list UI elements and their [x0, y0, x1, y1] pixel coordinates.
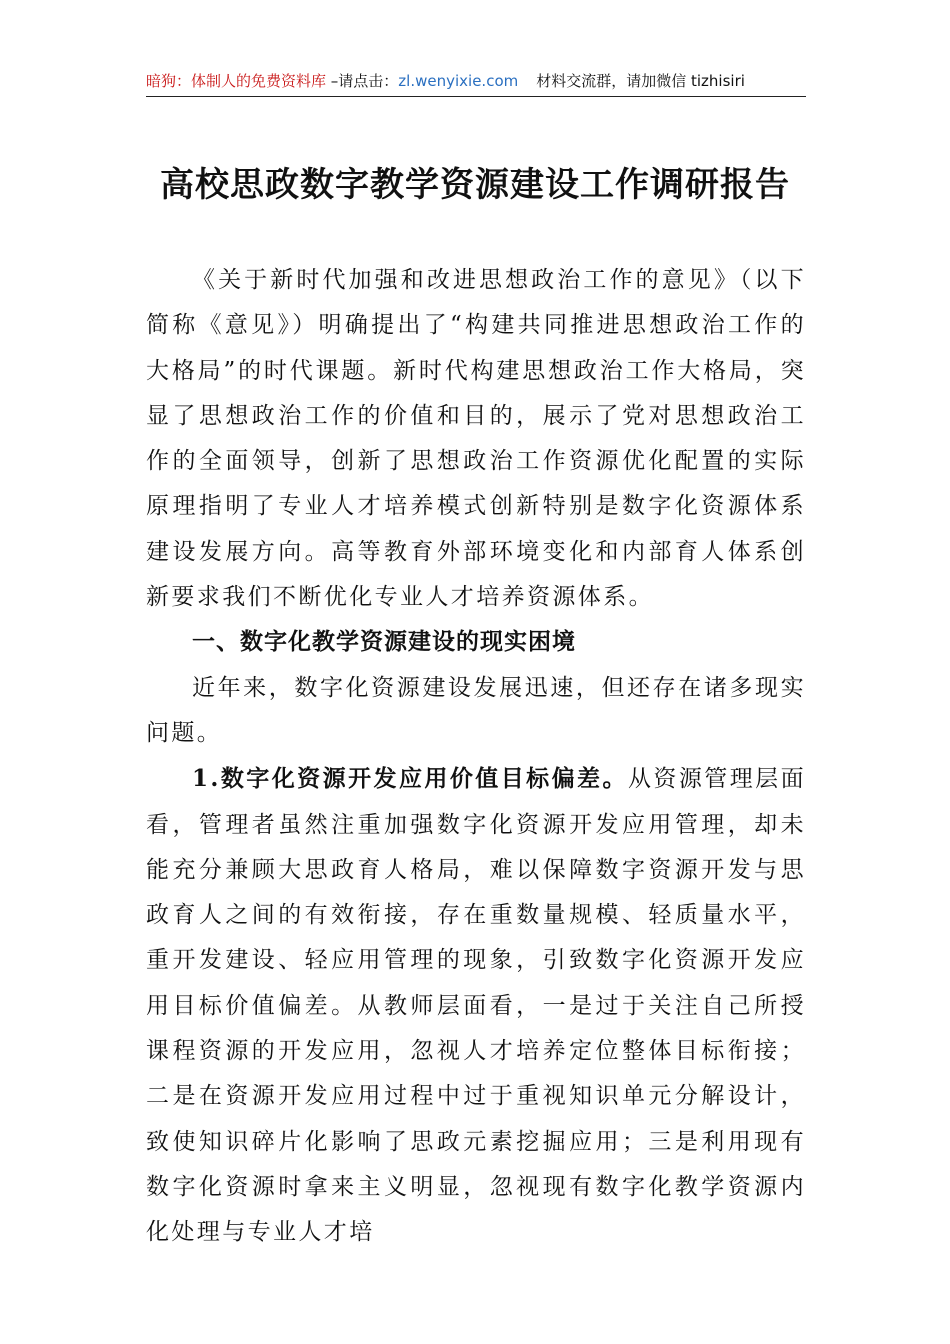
document-title: 高校思政数字教学资源建设工作调研报告	[160, 165, 790, 205]
section-heading: 一、数字化教学资源建设的现实困境	[192, 629, 576, 656]
click-prompt-label: –请点击：	[326, 72, 399, 90]
page-header	[146, 70, 806, 97]
site-name-label: 暗狗：体制人的免费资料库	[146, 72, 327, 90]
intro-paragraph: 《关于新时代加强和改进思想政治工作的意见》（以下简称《意见》）明确提出了“构建共同推进思想政治工作的大格局”的时代课题。新时代构建思想政治工作大格局，突显了思想政治工作的价值和目的，展示了党对思想政治工作的全面领导，创新了思想政治工作资源优化配置的实际原理指明了专业人才培养模式创新特别是数字化资源体系建设发展方向。高等教育外部环境变化和内部育人体系创新要求我们不断优化专业人才培养资源体系。	[146, 267, 806, 611]
document-body	[146, 258, 806, 1256]
point-text: 从资源管理层面看，管理者虽然注重加强数字化资源开发应用管理，却未能充分兼顾大思政育人格局，难以保障数字资源开发与思政育人之间的有效衔接，存在重数量规模、轻质量水平，重开发建设、轻应用管理的现象，引致数字化资源开发应用目标价值偏差。从教师层面看，一是过于关注自己所授课程资源的开发应用，忽视人才培养定位整体目标衔接；二是在资源开发应用过程中过于重视知识单元分解设计，致使知识碎片化影响了思政元素挖掘应用；三是利用现有数字化资源时拿来主义明显，忽视现有数字化教学资源内化处理与专业人才培	[146, 766, 806, 1246]
section-intro-paragraph: 近年来，数字化资源建设发展迅速，但还存在诸多现实问题。	[146, 674, 806, 746]
wechat-note-label: 材料交流群，请加微信 tizhisiri	[536, 72, 745, 90]
point-lead: 1.数字化资源开发应用价值目标偏差。	[192, 765, 628, 793]
site-url-link[interactable]: zl.wenyixie.com	[398, 72, 519, 90]
point-paragraph	[146, 756, 806, 1255]
